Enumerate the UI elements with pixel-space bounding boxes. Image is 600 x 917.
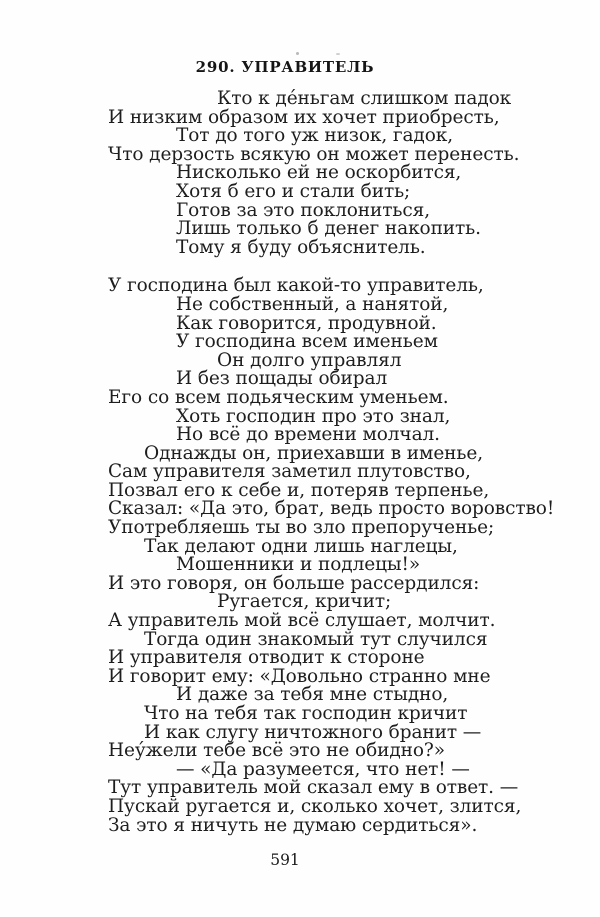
poem-line: А управитель мой всё слушает, молчит. [108,610,496,632]
poem-line: Не собственный, а нанятой, [176,293,449,315]
scan-speck [296,52,299,55]
poem-line: Лишь только б денег накопить. [176,218,481,240]
poem-line: Тот до того уж низок, гадок, [176,125,453,147]
poem-line: Пускай ругается и, сколько хочет, злится, [108,795,522,817]
poem-line: Мошенники и подлецы!» [176,554,421,576]
poem-line: Неу́жели тебе всё это не обидно?» [108,740,445,762]
poem-line: За это я ничуть не думаю сердиться». [108,814,478,836]
poem-line: Однажды он, приехавши в именье, [144,442,483,464]
poem-line: Тут управитель мой сказал ему в ответ. — [108,777,519,799]
poem-line: — «Да разумеется, что нет! — [176,758,470,780]
poem-line: И управителя отводит к стороне [108,647,425,669]
scan-speck [336,53,340,55]
page-number: 591 [270,851,300,869]
poem-line: Он долго управлял [217,349,402,371]
poem-line: И это говоря, он больше рассердился: [108,572,480,594]
poem-line: Так делают одни лишь наглецы, [144,535,458,557]
poem-line: И без пощады обирал [176,368,388,390]
poem-line: Нисколько ей не оскорбится, [176,162,462,184]
stanza [108,277,578,835]
poem-line: Ругается, кричит; [217,591,392,613]
poem-line: Хоть господин про это знал, [176,405,451,427]
poem-line: Но всё до времени молчал. [176,424,440,446]
poem-line: Сам управителя заметил плутовство, [108,461,471,483]
poem-line: Как говорится, продувной. [176,312,437,334]
stanza [108,90,578,257]
poem-line: Употребляешь ты во зло препорученье; [108,517,495,539]
poem-line: У господина был какой-то управитель, [108,275,484,297]
poem-line: И даже за тебя мне стыдно, [176,684,449,706]
poem-line: У господина всем именьем [176,331,438,353]
poem-title: 290. УПРАВИТЕЛЬ [195,58,375,76]
poem-line: Хотя б его и стали бить; [176,180,411,202]
poem-line: Что дерзость всякую он может перенесть. [108,143,520,165]
poem-line: И как слугу ничтожного бранит — [144,721,482,743]
poem [108,90,578,835]
poem-line: Кто к де́ньгам слишком падок [217,88,512,109]
poem-line: Сказал: «Да это, брат, ведь просто воровство! [108,498,555,520]
poem-line: Его со всем подьяческим уменьем. [108,386,449,408]
poem-line: И говорит ему: «Довольно странно мне [108,665,491,687]
poem-line: Тому я буду объяснитель. [176,236,426,258]
poem-line: Готов за это поклониться, [176,199,430,221]
poem-line: Тогда один знакомый тут случился [144,628,488,650]
poem-line: Что на тебя так господин кричит [144,703,468,724]
poem-line: Позвал его к себе и, потеряв терпенье, [108,479,490,501]
poem-line: И низким образом их хочет приобресть, [108,106,500,128]
